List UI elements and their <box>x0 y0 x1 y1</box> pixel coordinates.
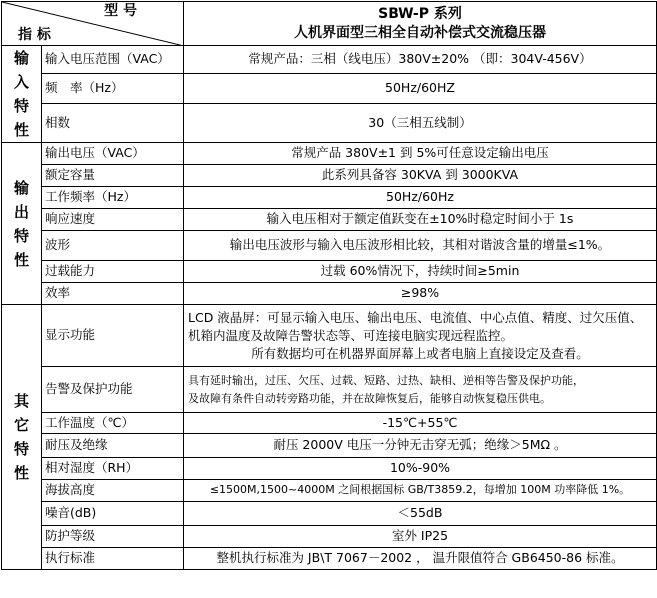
row-label: 海拔高度 <box>42 480 184 502</box>
table-row <box>2 367 657 413</box>
row-value: 耐压 2000V 电压一分钟无击穿无弧；绝缘＞5MΩ 。 <box>184 434 657 458</box>
table-row <box>2 165 657 187</box>
table-row <box>2 548 657 570</box>
header-row <box>2 2 657 46</box>
row-value: 常规产品 380V±1 到 5%可任意设定输出电压 <box>184 143 657 165</box>
row-value: -15℃+55℃ <box>184 413 657 434</box>
row-value: 整机执行标准为 JB\T 7067－2002 ， 温升限值符合 GB6450-86 标准。 <box>184 548 657 570</box>
row-value: 50Hz/60HZ <box>184 74 657 103</box>
row-label: 频 率（Hz） <box>42 74 184 103</box>
header-title-cell <box>184 2 657 46</box>
row-label: 波形 <box>42 231 184 261</box>
row-label: 防护等级 <box>42 526 184 548</box>
index-label: 指 标 <box>18 26 51 43</box>
row-value: 50Hz/60Hz <box>184 187 657 209</box>
row-label: 执行标准 <box>42 548 184 570</box>
table-row <box>2 502 657 526</box>
row-label: 额定容量 <box>42 165 184 187</box>
table-row <box>2 46 657 74</box>
alarm-text-line1: 具有延时输出，过压、欠压、过载、短路、过热、缺相、逆相等告警及保护功能， <box>188 373 584 387</box>
table-row <box>2 305 657 367</box>
group-output: 输 出 特 性 <box>2 143 42 305</box>
group-other: 其 它 特 性 <box>2 305 42 570</box>
row-label: 耐压及绝缘 <box>42 434 184 458</box>
row-label: 效率 <box>42 283 184 305</box>
row-value: 常规产品：三相（线电压）380V±20% （即：304V-456V） <box>184 46 657 74</box>
row-value: 输出电压波形与输入电压波形相比较，其相对谐波含量的增量≤1%。 <box>184 231 657 261</box>
row-label: 相对湿度（RH） <box>42 458 184 480</box>
row-value: ≥98% <box>184 283 657 305</box>
row-value: ≤1500M,1500~4000M 之间根据国标 GB/T3859.2，每增加 100M 功率降低 1%。 <box>184 480 657 502</box>
model-label: 型 号 <box>104 3 137 19</box>
table-row <box>2 261 657 283</box>
row-value: 10%-90% <box>184 458 657 480</box>
row-value: ＜55dB <box>184 502 657 526</box>
row-label: 告警及保护功能 <box>42 367 184 413</box>
table-row <box>2 74 657 103</box>
spec-table <box>1 1 657 570</box>
row-label: 显示功能 <box>42 305 184 367</box>
row-label: 噪音(dB) <box>42 502 184 526</box>
row-label: 工作温度（℃） <box>42 413 184 434</box>
table-row <box>2 283 657 305</box>
table-row <box>2 526 657 548</box>
product-name: 人机界面型三相全自动补偿式交流稳压器 <box>294 24 546 41</box>
row-label: 响应速度 <box>42 209 184 231</box>
table-row <box>2 413 657 434</box>
row-label: 输出电压（VAC） <box>42 143 184 165</box>
row-label: 工作频率（Hz） <box>42 187 184 209</box>
row-value: 过载 60%情况下，持续时间≥5min <box>184 261 657 283</box>
table-row <box>2 480 657 502</box>
row-label: 输入电压范围（VAC） <box>42 46 184 74</box>
row-value: 30（三相五线制） <box>184 103 657 143</box>
group-input: 输 入 特 性 <box>2 46 42 143</box>
row-label: 相数 <box>42 103 184 143</box>
display-function-note: 所有数据均可在机器界面屏幕上或者电脑上直接设定及查看。 <box>251 345 589 361</box>
row-value: 输入电压相对于额定值跃变在±10%时稳定时间小于 1s <box>184 209 657 231</box>
table-row <box>2 209 657 231</box>
series-name: SBW-P 系列 <box>378 5 462 22</box>
table-row <box>2 231 657 261</box>
table-row <box>2 458 657 480</box>
header-diagonal-cell <box>2 2 184 46</box>
row-value: 此系列具备容 30KVA 到 3000KVA <box>184 165 657 187</box>
table-row <box>2 434 657 458</box>
table-row <box>2 143 657 165</box>
alarm-text-line2: 及故障有条件自动转旁路功能，并在故障恢复后，能够自动恢复稳压供电。 <box>188 391 551 405</box>
row-value <box>184 305 657 367</box>
row-value: 室外 IP25 <box>184 526 657 548</box>
table-row <box>2 187 657 209</box>
display-function-text: LCD 液晶屏：可显示输入电压、输出电压、电流值、中心点值、精度、过欠压值、机箱内温度及故障告警状态等、可连接电脑实现远程监控。 <box>188 309 643 343</box>
row-value <box>184 367 657 413</box>
row-label: 过载能力 <box>42 261 184 283</box>
table-row <box>2 103 657 143</box>
